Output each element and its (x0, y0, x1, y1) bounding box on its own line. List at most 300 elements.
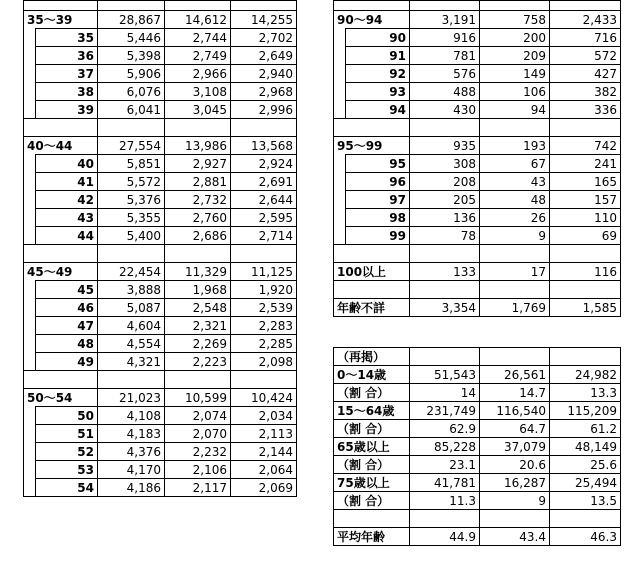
average-age-row (334, 528, 621, 546)
age-group-label: 45～49 (24, 263, 98, 281)
summary-label: （割 合） (334, 492, 410, 510)
summary-label: （割 合） (334, 384, 410, 402)
indent-cell (24, 209, 36, 227)
value-cell: 916 (410, 29, 480, 47)
age-label: 45 (36, 281, 98, 299)
spacer-cell (334, 245, 410, 263)
value-cell: 572 (550, 47, 621, 65)
age-row (334, 101, 621, 119)
value-cell: 4,108 (98, 407, 165, 425)
spacer-cell (98, 245, 165, 263)
age-row (334, 65, 621, 83)
value-cell: 2,098 (231, 353, 297, 371)
age-row (24, 83, 297, 101)
value-cell: 26,561 (480, 366, 550, 384)
indent-cell (24, 479, 36, 497)
value-cell: 20.6 (480, 456, 550, 474)
value-cell: 43.4 (480, 528, 550, 546)
value-cell: 5,446 (98, 29, 165, 47)
age-row (24, 209, 297, 227)
indent-cell (334, 65, 346, 83)
age-label: 97 (346, 191, 410, 209)
value-cell: 2,996 (231, 101, 297, 119)
age-row (334, 155, 621, 173)
value-cell: 1,585 (550, 299, 621, 317)
value-cell: 2,539 (231, 299, 297, 317)
age-label: 38 (36, 83, 98, 101)
age-row (24, 155, 297, 173)
spacer-cell (24, 1, 98, 11)
value-cell: 2,749 (165, 47, 231, 65)
value-cell: 2,285 (231, 335, 297, 353)
spacer-cell (231, 371, 297, 389)
spacer-cell (410, 510, 480, 528)
age-row (334, 83, 621, 101)
value-cell: 13,986 (165, 137, 231, 155)
value-cell: 6,041 (98, 101, 165, 119)
value-cell: 2,714 (231, 227, 297, 245)
indent-cell (24, 227, 36, 245)
summary-label: 75歳以上 (334, 474, 410, 492)
indent-cell (24, 191, 36, 209)
value-cell: 2,321 (165, 317, 231, 335)
indent-cell (24, 101, 36, 119)
value-cell: 200 (480, 29, 550, 47)
value-cell: 4,170 (98, 461, 165, 479)
spacer-cell (334, 119, 410, 137)
value-cell: 2,548 (165, 299, 231, 317)
age-label: 43 (36, 209, 98, 227)
value-cell: 110 (550, 209, 621, 227)
indent-cell (334, 209, 346, 227)
spacer-cell (165, 245, 231, 263)
indent-cell (24, 461, 36, 479)
age-label: 53 (36, 461, 98, 479)
age-label: 46 (36, 299, 98, 317)
age-row (24, 317, 297, 335)
row-label: 年齢不詳 (334, 299, 410, 317)
value-cell: 3,108 (165, 83, 231, 101)
value-cell: 48,149 (550, 438, 621, 456)
indent-cell (24, 155, 36, 173)
value-cell: 69 (550, 227, 621, 245)
summary-table (333, 347, 621, 546)
value-cell: 193 (480, 137, 550, 155)
age-label: 40 (36, 155, 98, 173)
value-cell: 758 (480, 11, 550, 29)
summary-label: 15～64歳 (334, 402, 410, 420)
value-cell: 2,691 (231, 173, 297, 191)
value-cell: 24,982 (550, 366, 621, 384)
spacer-cell (550, 281, 621, 299)
value-cell: 3,045 (165, 101, 231, 119)
indent-cell (334, 227, 346, 245)
age-label: 98 (346, 209, 410, 227)
age-label: 94 (346, 101, 410, 119)
value-cell: 136 (410, 209, 480, 227)
age-label: 41 (36, 173, 98, 191)
indent-cell (24, 173, 36, 191)
value-cell: 25,494 (550, 474, 621, 492)
value-cell: 14.7 (480, 384, 550, 402)
value-cell: 4,321 (98, 353, 165, 371)
spacer-cell (24, 245, 98, 263)
value-cell: 11,329 (165, 263, 231, 281)
value-cell: 2,924 (231, 155, 297, 173)
value-cell: 382 (550, 83, 621, 101)
age-label: 49 (36, 353, 98, 371)
age-row (24, 101, 297, 119)
value-cell: 157 (550, 191, 621, 209)
value-cell: 5,400 (98, 227, 165, 245)
indent-cell (24, 65, 36, 83)
value-cell: 209 (480, 47, 550, 65)
value-cell: 115,209 (550, 402, 621, 420)
value-cell: 2,760 (165, 209, 231, 227)
value-cell: 14,612 (165, 11, 231, 29)
age-label: 96 (346, 173, 410, 191)
value-cell: 2,106 (165, 461, 231, 479)
spacer-cell (231, 119, 297, 137)
value-cell: 241 (550, 155, 621, 173)
age-label: 95 (346, 155, 410, 173)
value-cell: 2,064 (231, 461, 297, 479)
summary-label: 0～14歳 (334, 366, 410, 384)
age-row (24, 461, 297, 479)
value-cell: 2,702 (231, 29, 297, 47)
value-cell: 1,769 (480, 299, 550, 317)
age-row (24, 47, 297, 65)
spacer-cell (550, 1, 621, 11)
age-row (24, 191, 297, 209)
age-label: 35 (36, 29, 98, 47)
spacer-cell (98, 1, 165, 11)
age-row (334, 227, 621, 245)
age-group-label: 95～99 (334, 137, 410, 155)
age-row (334, 29, 621, 47)
spacer-cell (334, 1, 410, 11)
age-label: 48 (36, 335, 98, 353)
value-cell: 27,554 (98, 137, 165, 155)
summary-row (334, 438, 621, 456)
value-cell: 5,851 (98, 155, 165, 173)
age-group-label: 35～39 (24, 11, 98, 29)
value-cell: 3,888 (98, 281, 165, 299)
age-label: 90 (346, 29, 410, 47)
value-cell: 1,920 (231, 281, 297, 299)
spacer-cell (98, 371, 165, 389)
value-cell: 2,283 (231, 317, 297, 335)
over-100-row (334, 263, 621, 281)
age-label: 42 (36, 191, 98, 209)
value-cell: 2,269 (165, 335, 231, 353)
age-group-label: 50～54 (24, 389, 98, 407)
value-cell: 935 (410, 137, 480, 155)
value-cell: 165 (550, 173, 621, 191)
value-cell: 5,355 (98, 209, 165, 227)
spacer-cell (231, 245, 297, 263)
value-cell: 23.1 (410, 456, 480, 474)
value-cell: 5,087 (98, 299, 165, 317)
value-cell: 61.2 (550, 420, 621, 438)
value-cell: 46.3 (550, 528, 621, 546)
value-cell: 64.7 (480, 420, 550, 438)
value-cell: 2,232 (165, 443, 231, 461)
value-cell: 2,732 (165, 191, 231, 209)
value-cell: 17 (480, 263, 550, 281)
average-age-label: 平均年齢 (334, 528, 410, 546)
age-row (334, 47, 621, 65)
spacer-cell (480, 119, 550, 137)
value-cell: 2,966 (165, 65, 231, 83)
age-unknown-row (334, 299, 621, 317)
header-blank-cell (410, 348, 480, 366)
indent-cell (24, 299, 36, 317)
value-cell: 1,968 (165, 281, 231, 299)
spacer-cell (410, 245, 480, 263)
age-row (24, 281, 297, 299)
indent-cell (24, 83, 36, 101)
age-label: 39 (36, 101, 98, 119)
value-cell: 13.3 (550, 384, 621, 402)
indent-cell (334, 83, 346, 101)
value-cell: 11.3 (410, 492, 480, 510)
spacer-cell (334, 510, 410, 528)
header-blank-cell (550, 348, 621, 366)
indent-cell (24, 29, 36, 47)
value-cell: 78 (410, 227, 480, 245)
value-cell: 10,424 (231, 389, 297, 407)
value-cell: 43 (480, 173, 550, 191)
value-cell: 716 (550, 29, 621, 47)
value-cell: 3,354 (410, 299, 480, 317)
summary-row (334, 492, 621, 510)
value-cell: 5,376 (98, 191, 165, 209)
value-cell: 10,599 (165, 389, 231, 407)
value-cell: 28,867 (98, 11, 165, 29)
value-cell: 149 (480, 65, 550, 83)
value-cell: 336 (550, 101, 621, 119)
value-cell: 25.6 (550, 456, 621, 474)
age-row (24, 227, 297, 245)
age-group-row (24, 137, 297, 155)
value-cell: 116,540 (480, 402, 550, 420)
summary-row (334, 402, 621, 420)
spacer-cell (550, 245, 621, 263)
value-cell: 2,034 (231, 407, 297, 425)
age-row (24, 353, 297, 371)
spacer-cell (550, 510, 621, 528)
value-cell: 21,023 (98, 389, 165, 407)
age-label: 37 (36, 65, 98, 83)
summary-header: （再掲） (334, 348, 410, 366)
summary-label: （割 合） (334, 420, 410, 438)
value-cell: 4,604 (98, 317, 165, 335)
age-group-row (334, 11, 621, 29)
value-cell: 16,287 (480, 474, 550, 492)
indent-cell (24, 443, 36, 461)
indent-cell (334, 47, 346, 65)
value-cell: 308 (410, 155, 480, 173)
age-group-row (24, 389, 297, 407)
age-row (24, 173, 297, 191)
value-cell: 13.5 (550, 492, 621, 510)
age-label: 51 (36, 425, 98, 443)
value-cell: 2,223 (165, 353, 231, 371)
indent-cell (24, 425, 36, 443)
age-row (24, 335, 297, 353)
value-cell: 2,070 (165, 425, 231, 443)
value-cell: 41,781 (410, 474, 480, 492)
value-cell: 9 (480, 227, 550, 245)
left-population-table (23, 0, 297, 497)
row-label: 100以上 (334, 263, 410, 281)
value-cell: 13,568 (231, 137, 297, 155)
age-label: 47 (36, 317, 98, 335)
value-cell: 11,125 (231, 263, 297, 281)
spacer-cell (480, 510, 550, 528)
value-cell: 5,906 (98, 65, 165, 83)
value-cell: 37,079 (480, 438, 550, 456)
value-cell: 2,113 (231, 425, 297, 443)
value-cell: 26 (480, 209, 550, 227)
indent-cell (24, 281, 36, 299)
value-cell: 44.9 (410, 528, 480, 546)
value-cell: 205 (410, 191, 480, 209)
age-row (24, 407, 297, 425)
age-row (24, 479, 297, 497)
indent-cell (334, 191, 346, 209)
indent-cell (334, 29, 346, 47)
value-cell: 427 (550, 65, 621, 83)
spacer-cell (231, 1, 297, 11)
spacer-cell (98, 119, 165, 137)
value-cell: 48 (480, 191, 550, 209)
value-cell: 5,572 (98, 173, 165, 191)
age-row (334, 209, 621, 227)
value-cell: 2,433 (550, 11, 621, 29)
value-cell: 208 (410, 173, 480, 191)
value-cell: 3,191 (410, 11, 480, 29)
spacer-cell (410, 281, 480, 299)
value-cell: 4,186 (98, 479, 165, 497)
age-row (334, 173, 621, 191)
spacer-cell (480, 245, 550, 263)
value-cell: 106 (480, 83, 550, 101)
value-cell: 62.9 (410, 420, 480, 438)
value-cell: 742 (550, 137, 621, 155)
right-population-table (333, 0, 621, 317)
summary-row (334, 384, 621, 402)
value-cell: 2,069 (231, 479, 297, 497)
age-group-label: 90～94 (334, 11, 410, 29)
value-cell: 14 (410, 384, 480, 402)
header-blank-cell (480, 348, 550, 366)
age-label: 92 (346, 65, 410, 83)
value-cell: 231,749 (410, 402, 480, 420)
age-row (24, 443, 297, 461)
summary-row (334, 366, 621, 384)
value-cell: 5,398 (98, 47, 165, 65)
value-cell: 133 (410, 263, 480, 281)
value-cell: 9 (480, 492, 550, 510)
value-cell: 22,454 (98, 263, 165, 281)
value-cell: 430 (410, 101, 480, 119)
indent-cell (24, 335, 36, 353)
age-label: 52 (36, 443, 98, 461)
value-cell: 4,554 (98, 335, 165, 353)
spacer-cell (410, 119, 480, 137)
summary-row (334, 456, 621, 474)
value-cell: 2,940 (231, 65, 297, 83)
age-row (24, 65, 297, 83)
spacer-cell (24, 371, 98, 389)
age-label: 44 (36, 227, 98, 245)
age-group-label: 40～44 (24, 137, 98, 155)
value-cell: 2,968 (231, 83, 297, 101)
age-label: 54 (36, 479, 98, 497)
value-cell: 2,649 (231, 47, 297, 65)
age-row (24, 29, 297, 47)
spacer-cell (480, 281, 550, 299)
value-cell: 2,927 (165, 155, 231, 173)
value-cell: 4,183 (98, 425, 165, 443)
value-cell: 67 (480, 155, 550, 173)
value-cell: 2,644 (231, 191, 297, 209)
summary-label: 65歳以上 (334, 438, 410, 456)
indent-cell (24, 407, 36, 425)
value-cell: 2,744 (165, 29, 231, 47)
age-group-row (334, 137, 621, 155)
age-label: 50 (36, 407, 98, 425)
value-cell: 488 (410, 83, 480, 101)
age-group-row (24, 263, 297, 281)
value-cell: 14,255 (231, 11, 297, 29)
value-cell: 2,117 (165, 479, 231, 497)
value-cell: 2,595 (231, 209, 297, 227)
value-cell: 6,076 (98, 83, 165, 101)
age-row (24, 425, 297, 443)
age-label: 99 (346, 227, 410, 245)
age-label: 91 (346, 47, 410, 65)
value-cell: 2,686 (165, 227, 231, 245)
summary-label: （割 合） (334, 456, 410, 474)
age-group-row (24, 11, 297, 29)
value-cell: 781 (410, 47, 480, 65)
summary-row (334, 474, 621, 492)
spacer-cell (550, 119, 621, 137)
spacer-cell (24, 119, 98, 137)
age-row (24, 299, 297, 317)
value-cell: 2,881 (165, 173, 231, 191)
value-cell: 4,376 (98, 443, 165, 461)
value-cell: 85,228 (410, 438, 480, 456)
indent-cell (334, 155, 346, 173)
age-label: 36 (36, 47, 98, 65)
age-row (334, 191, 621, 209)
indent-cell (334, 101, 346, 119)
indent-cell (24, 317, 36, 335)
indent-cell (24, 47, 36, 65)
indent-cell (334, 173, 346, 191)
value-cell: 576 (410, 65, 480, 83)
value-cell: 94 (480, 101, 550, 119)
value-cell: 2,144 (231, 443, 297, 461)
value-cell: 51,543 (410, 366, 480, 384)
value-cell: 2,074 (165, 407, 231, 425)
spacer-cell (410, 1, 480, 11)
spacer-cell (165, 119, 231, 137)
